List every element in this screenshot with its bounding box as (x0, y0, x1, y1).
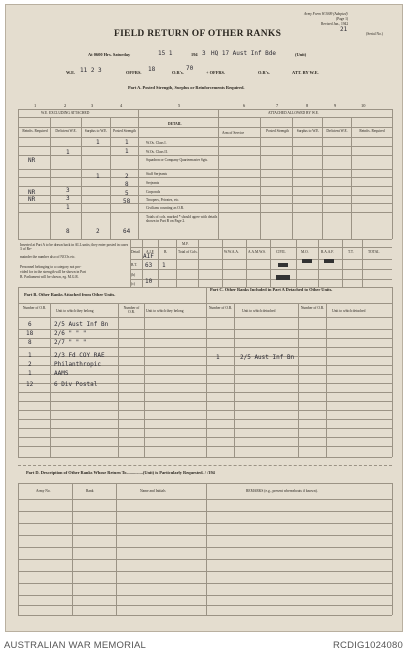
offrs-value: 18 (148, 66, 156, 73)
surplus-total: 2 (96, 228, 100, 235)
offrs2-label: + OFFRS. (206, 70, 226, 75)
lower-note-5: B. Parliament will be shown, eg. M.G.R. (20, 275, 79, 279)
part-b-unit-7: 6 Div Postal (54, 381, 98, 388)
header-unit: HQ 17 Aust Inf Bde (211, 50, 277, 57)
sub-header-r-posted: Posted Strength (266, 129, 289, 133)
lower-col-civil: CIVIL (276, 250, 286, 254)
redaction-mark-1 (278, 263, 288, 267)
col-num-10: 10 (361, 103, 366, 108)
ors2-label: O.R's. (258, 70, 270, 75)
detail-row-staff-sgts: Staff Serjeants (146, 172, 167, 176)
lower-col-raaf: R.A.A.F. (321, 250, 334, 254)
part-b-n-5: 2 (28, 361, 32, 368)
form-title: FIELD RETURN OF OTHER RANKS (114, 29, 282, 39)
lower-row-bt: B.T. (131, 263, 138, 267)
part-d-col-rank: Rank (86, 489, 94, 493)
archive-footer (0, 632, 407, 654)
detail-row-cqms: Squadron or Company Quartermaster Sgts. (146, 158, 208, 162)
sub-header-arm: Arm of Service (222, 131, 245, 135)
part-c-title: Part C. Other Ranks Included in Part A Detached to Other Units. (210, 287, 333, 292)
part-b-n-7: 12 (26, 381, 34, 388)
serial-value: 21 (340, 26, 348, 33)
footer-record-id: RCDIG1024080 (333, 640, 403, 651)
sub-header-r-reinfts: Reinfts. Required (359, 129, 385, 133)
part-b-unit-5: Philanthropic (54, 361, 101, 368)
part-b-col-number-2: Number of O.R. (123, 306, 140, 314)
deficient-row2: 1 (66, 149, 70, 156)
col-num-5: 5 (178, 103, 181, 108)
sub-header-surplus: Surplus to W.E. (84, 129, 108, 133)
footer-archive-name: AUSTRALIAN WAR MEMORIAL (4, 640, 147, 651)
lower-b-value: 1 (162, 262, 166, 269)
sub-header-r-deficient: Deficient W.E. (326, 129, 348, 133)
lower-col-total: TOTAL (368, 250, 380, 254)
posted-row1: 1 (125, 139, 129, 146)
part-c-col-unit: Unit to which detached (242, 309, 276, 313)
posted-row4: 2 (125, 173, 129, 180)
part-d-col-remarks: REMARKS (e.g., present whereabouts if known). (246, 489, 318, 493)
col-num-3: 3 (91, 103, 94, 108)
detail-row-sgts: Serjeants (146, 181, 160, 185)
col-num-8: 8 (306, 103, 309, 108)
lower-col-mf: M.F. (182, 242, 189, 246)
lower-aif-value: 63 (145, 262, 153, 269)
part-b-n-1: 6 (28, 321, 32, 328)
lower-aif-hand: AIF (143, 253, 154, 260)
form-sheet (5, 4, 403, 632)
detail-row-cpls: Corporals (146, 190, 161, 194)
part-d-col-army-no: Army No. (36, 489, 51, 493)
redaction-mark-2 (302, 259, 312, 263)
detail-header: DETAIL (168, 122, 182, 126)
detail-row-wo2: W.Os. Class II. (146, 150, 168, 154)
col-num-2: 2 (64, 103, 67, 108)
reinfts-row7: NR (28, 196, 36, 203)
ors-label: O.R's. (172, 70, 184, 75)
form-ref-line3: Revised Jan., 1942 (321, 22, 349, 26)
form-ref-line2: (Page 1) (336, 17, 349, 21)
part-d-title: Part D. Description of Other Ranks Whose Return To...............(Unit) is Particularly Requested. / /194 (26, 470, 215, 475)
part-b-n-4: 1 (28, 352, 32, 359)
part-b-col-unit-2: Unit to which they belong (146, 309, 184, 313)
lower-note-4: vided for in the strength will be shown in Part (20, 270, 86, 274)
part-c-col-number: Number of O.R. (208, 306, 233, 310)
part-c-col-number-2: Number of O.R. (300, 306, 325, 310)
header-year-prefix: 194 (191, 52, 198, 57)
lower-row-c: (c) (131, 282, 135, 286)
offrs-label: OFFRS. (126, 70, 142, 75)
reinfts-row6: NR (28, 189, 36, 196)
deficient-row7: 3 (66, 195, 70, 202)
header-prefix: At 0600 Hrs. Saturday (88, 52, 131, 57)
deficient-total: 8 (66, 228, 70, 235)
part-b-unit-6: AAMS (54, 370, 69, 377)
lower-note-3: Personnel belonging to a category not pro- (20, 265, 82, 269)
posted-row7: 58 (123, 198, 131, 205)
col-num-6: 6 (243, 103, 246, 108)
part-c-unit-1: 2/5 Aust Inf Bn (240, 354, 295, 361)
surplus-row4: 1 (96, 173, 100, 180)
part-b-unit-3: 2/7 " " " (54, 339, 87, 346)
part-b-unit-2: 2/6 " " " (54, 330, 87, 337)
lower-col-b: B. (164, 250, 168, 254)
part-b-col-unit: Unit to which they belong (56, 309, 94, 313)
form-ref-line1: Army Form W.3009 (Adapted) (304, 12, 348, 16)
col-num-1: 1 (34, 103, 37, 108)
sub-header-deficient: Deficient W.E. (55, 129, 77, 133)
we-excl-header: W.E. EXCLUDING ATTACHED (41, 111, 90, 115)
sub-header-posted: Posted Strength (113, 129, 136, 133)
part-d-col-name: Name and Initials (140, 489, 166, 493)
part-b-col-number: Number of O.R. (22, 306, 47, 310)
part-c-col-unit-2: Unit to which detached (332, 309, 366, 313)
redaction-mark-3 (324, 259, 334, 263)
lower-col-aif: A.I.F. (146, 250, 155, 254)
lower-note-2: mainder the number also of NCOs etc. (20, 255, 76, 259)
att-header: ATTACHED ALLOWED BY W.E. (268, 111, 319, 115)
part-b-n-2: 18 (26, 330, 34, 337)
col-num-9: 9 (334, 103, 337, 108)
redaction-mark-4 (276, 275, 290, 280)
sub-header-reinfts: Reinfts. Required (22, 129, 48, 133)
header-date: 15 1 (158, 50, 173, 57)
part-c-n-1: 1 (216, 354, 220, 361)
posted-total: 64 (123, 228, 131, 235)
sub-header-r-surplus: Surplus to W.E. (296, 129, 320, 133)
we-label: W.E. (66, 70, 76, 75)
lower-col-wwaa: W.W.A.A. (224, 250, 239, 254)
part-b-n-6: 1 (28, 370, 32, 377)
lower-col-mo: M.O. (301, 250, 309, 254)
lower-col-total-cols: Total of Cols. (178, 250, 198, 254)
reinfts-row3: NR (28, 157, 36, 164)
serial-label: (Serial No.) (366, 32, 383, 36)
part-a-title: Part A. Posted Strength, Surplus or Reinforcements Required. (128, 85, 245, 90)
detail-row-civilians: Civilians counting as O.R. (146, 206, 185, 210)
lower-col-aamws: A.A.M.W.S. (248, 250, 266, 254)
posted-row2: 1 (125, 148, 129, 155)
lower-row-b: (b) (131, 273, 136, 277)
detail-row-totals: Totals of cols. marked * should agree with details shown in Part B on Page 2. (146, 215, 218, 223)
header-unit-suffix: (Unit) (295, 52, 307, 57)
col-num-7: 7 (276, 103, 279, 108)
surplus-row1: 1 (96, 139, 100, 146)
we-value: 11 2 3 (80, 67, 102, 74)
lower-col-tt: T.T. (348, 250, 354, 254)
header-year: 3 (202, 50, 206, 57)
detail-row-wo1: W.Os. Class I. (146, 141, 167, 145)
detail-row-pts: Troopers, Privates, etc. (146, 198, 180, 202)
posted-row6: 5 (125, 190, 129, 197)
posted-row5: 8 (125, 181, 129, 188)
deficient-row8: 1 (66, 204, 70, 211)
lower-col-detail: Detail (131, 250, 140, 254)
lower-m-value: 10 (145, 278, 153, 285)
part-b-title: Part B. Other Ranks Attached from Other Units. (24, 292, 116, 297)
part-b-unit-4: 2/3 Fd COY RAE (54, 352, 105, 359)
part-b-unit-1: 2/5 Aust Inf Bn (54, 321, 109, 328)
lower-note-1: Inserted at Part A to be drawn back in ALL units; they enter posted in cases 3 of Re- (20, 243, 129, 251)
deficient-row6: 3 (66, 187, 70, 194)
att-label: ATT. BY W.E. (292, 70, 319, 75)
col-num-4: 4 (120, 103, 123, 108)
part-b-n-3: 8 (28, 339, 32, 346)
ors-value: 70 (186, 65, 194, 72)
